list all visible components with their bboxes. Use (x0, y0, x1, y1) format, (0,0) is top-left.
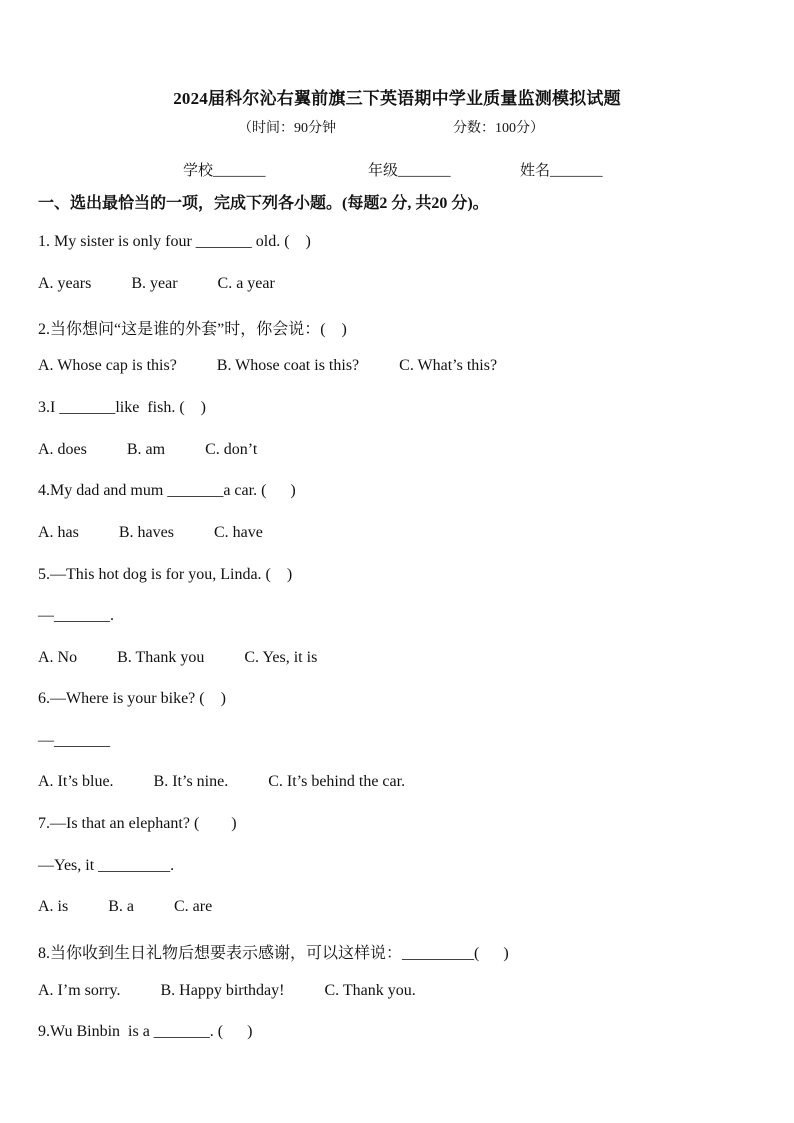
question-options: A. I’m sorry. B. Happy birthday! C. Thank you. (38, 982, 416, 999)
question-answer-line: —_______. (38, 607, 114, 624)
exam-time: （时间：90分钟 (238, 121, 336, 136)
section-heading: 一、选出最恰当的一项，完成下列各小题。(每题2 分, 共20 分)。 (38, 195, 489, 212)
name-field: 姓名_______ (520, 163, 603, 179)
question-stem: 2.当你想问“这是谁的外套”时，你会说：( ) (38, 321, 347, 338)
question-answer-line: —Yes, it _________. (38, 857, 175, 874)
question-stem: 1. My sister is only four _______ old. ( ) (38, 233, 311, 250)
question-stem: 6.—Where is your bike? ( ) (38, 690, 226, 707)
question-options: A. It’s blue. B. It’s nine. C. It’s behind the car. (38, 773, 406, 790)
question-stem: 9.Wu Binbin is a _______. ( ) (38, 1023, 253, 1040)
exam-title: 2024届科尔沁右翼前旗三下英语期中学业质量监测模拟试题 (173, 89, 621, 108)
question-stem: 8.当你收到生日礼物后想要表示感谢，可以这样说：_________( ) (38, 945, 509, 962)
exam-score: 分数：100分） (453, 121, 544, 136)
question-options: A. has B. haves C. have (38, 524, 263, 541)
question-options: A. Whose cap is this? B. Whose coat is this? C. What’s this? (38, 357, 498, 374)
question-options: A. No B. Thank you C. Yes, it is (38, 649, 318, 666)
school-field: 学校_______ (183, 163, 266, 179)
question-options: A. years B. year C. a year (38, 275, 275, 292)
question-stem: 7.—Is that an elephant? ( ) (38, 815, 237, 832)
question-options: A. does B. am C. don’t (38, 441, 258, 458)
question-answer-line: —_______ (38, 732, 110, 749)
question-options: A. is B. a C. are (38, 898, 213, 915)
question-stem: 5.—This hot dog is for you, Linda. ( ) (38, 566, 293, 583)
question-stem: 3.I _______like fish. ( ) (38, 399, 206, 416)
grade-field: 年级_______ (368, 163, 451, 179)
question-stem: 4.My dad and mum _______a car. ( ) (38, 482, 296, 499)
